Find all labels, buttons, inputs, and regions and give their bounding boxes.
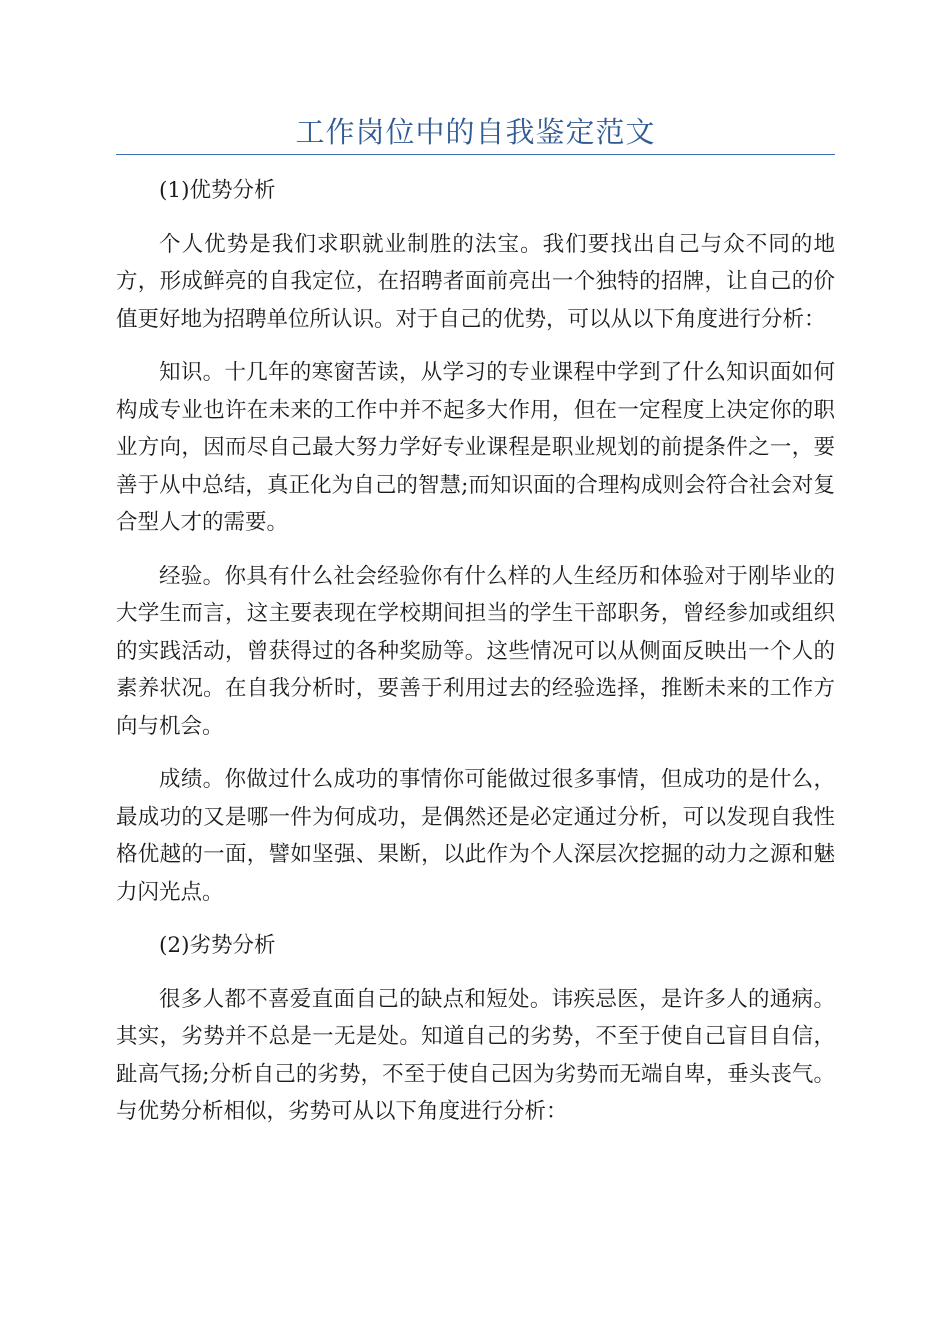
paragraph-weaknesses-intro: 很多人都不喜爱直面自己的缺点和短处。讳疾忌医，是许多人的通病。其实，劣势并不总是一无是处。知道自己的劣势，不至于使自己盲目自信，趾高气扬;分析自己的劣势，不至于使自己因为劣势而无端自卑，垂头丧气。与优势分析相似，劣势可从以下角度进行分析：	[116, 986, 835, 1124]
paragraph-knowledge: 知识。十几年的寒窗苦读，从学习的专业课程中学到了什么知识面如何构成专业也许在未来的工作中并不起多大作用，但在一定程度上决定你的职业方向，因而尽自己最大努力学好专业课程是职业规划的前提条件之一，要善于从中总结，真正化为自己的智慧;而知识面的合理构成则会符合社会对复合型人才的需要。	[116, 360, 835, 535]
paragraph-achievements: 成绩。你做过什么成功的事情你可能做过很多事情，但成功的是什么，最成功的又是哪一件为何成功，是偶然还是必定通过分析，可以发现自我性格优越的一面，譬如坚强、果断，以此作为个人深层次挖掘的动力之源和魅力闪光点。	[116, 767, 835, 905]
section-heading-weaknesses: (2)劣势分析	[159, 933, 276, 958]
paragraph-strengths-intro: 个人优势是我们求职就业制胜的法宝。我们要找出自己与众不同的地方，形成鲜亮的自我定位，在招聘者面前亮出一个独特的招牌，让自己的价值更好地为招聘单位所认识。对于自己的优势，可以从以下角度进行分析：	[116, 231, 835, 332]
title-underline	[116, 154, 835, 155]
paragraph-experience: 经验。你具有什么社会经验你有什么样的人生经历和体验对于刚毕业的大学生而言，这主要表现在学校期间担当的学生干部职务，曾经参加或组织的实践活动，曾获得过的各种奖励等。这些情况可以从侧面反映出一个人的素养状况。在自我分析时，要善于利用过去的经验选择，推断未来的工作方向与机会。	[116, 563, 835, 739]
section-heading-strengths: (1)优势分析	[159, 178, 276, 203]
document-body	[116, 172, 835, 1147]
document-title: 工作岗位中的自我鉴定范文	[295, 115, 656, 149]
